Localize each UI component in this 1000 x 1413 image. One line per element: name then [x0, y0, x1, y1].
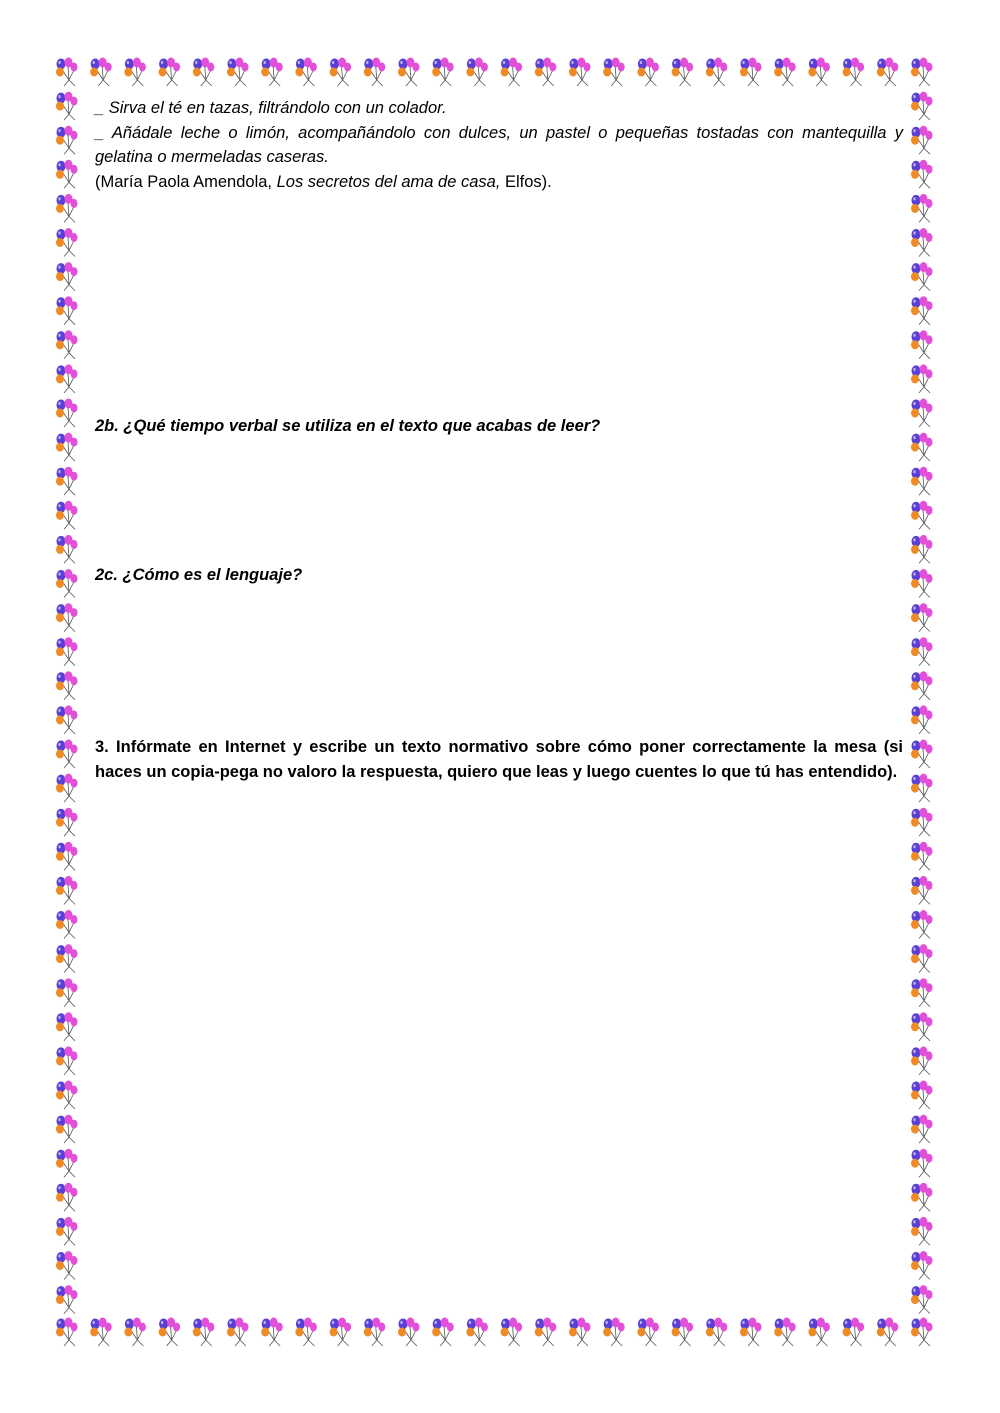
balloon-bunch-icon	[56, 603, 78, 632]
balloon-bunch-icon	[56, 58, 78, 87]
balloon-bunch-icon	[911, 1251, 933, 1280]
balloon-bunch-icon	[911, 808, 933, 837]
balloon-bunch-icon	[432, 1318, 454, 1347]
balloon-bunch-icon	[774, 58, 796, 87]
balloon-bunch-icon	[466, 58, 488, 87]
balloon-bunch-icon	[911, 535, 933, 564]
balloon-bunch-icon	[364, 58, 386, 87]
balloon-bunch-icon	[56, 1046, 78, 1075]
balloon-bunch-icon	[808, 58, 830, 87]
balloon-bunch-icon	[603, 1318, 625, 1347]
question-2c: 2c. ¿Cómo es el lenguaje?	[95, 566, 303, 584]
balloon-bunch-icon	[843, 58, 865, 87]
balloon-bunch-icon	[911, 705, 933, 734]
balloon-bunch-icon	[911, 842, 933, 871]
balloon-bunch-icon	[56, 910, 78, 939]
balloon-bunch-icon	[56, 705, 78, 734]
balloon-bunch-icon	[501, 1318, 522, 1347]
balloon-bunch-icon	[706, 1318, 728, 1347]
balloon-bunch-icon	[56, 740, 78, 769]
balloon-bunch-icon	[90, 58, 112, 87]
balloon-bunch-icon	[56, 296, 78, 325]
balloon-bunch-icon	[261, 1318, 283, 1347]
balloon-bunch-icon	[911, 774, 933, 803]
balloon-bunch-icon	[774, 1318, 796, 1347]
balloon-bunch-icon	[56, 1115, 78, 1144]
balloon-bunch-icon	[295, 1318, 317, 1347]
balloon-bunch-icon	[637, 58, 659, 87]
balloon-bunch-icon	[501, 58, 522, 87]
balloon-bunch-icon	[124, 58, 145, 87]
balloon-bunch-icon	[261, 58, 283, 87]
balloon-bunch-icon	[56, 671, 78, 700]
balloon-bunch-icon	[911, 262, 933, 291]
balloon-bunch-icon	[56, 1012, 78, 1041]
balloon-bunch-icon	[56, 1251, 78, 1280]
balloon-bunch-icon	[740, 1318, 762, 1347]
instruction-text	[95, 96, 903, 194]
balloon-bunch-icon	[706, 58, 728, 87]
balloon-bunch-icon	[56, 433, 78, 462]
balloon-bunch-icon	[911, 1046, 933, 1075]
balloon-bunch-icon	[227, 58, 249, 87]
balloon-bunch-icon	[56, 1149, 78, 1178]
citation-publisher: Elfos).	[500, 172, 552, 191]
citation	[95, 170, 903, 195]
balloon-bunch-icon	[911, 637, 933, 666]
balloon-bunch-icon	[911, 228, 933, 257]
balloon-bunch-icon	[295, 58, 317, 87]
balloon-bunch-icon	[56, 637, 78, 666]
balloon-bunch-icon	[911, 296, 933, 325]
citation-author: (María Paola Amendola,	[95, 172, 277, 191]
balloon-bunch-icon	[911, 1183, 933, 1212]
balloon-bunch-icon	[603, 58, 625, 87]
balloon-bunch-icon	[432, 58, 454, 87]
balloon-bunch-icon	[569, 1318, 591, 1347]
balloon-bunch-icon	[911, 467, 933, 496]
balloon-bunch-icon	[911, 194, 933, 223]
balloon-bunch-icon	[911, 501, 933, 530]
balloon-bunch-icon	[330, 58, 352, 87]
balloon-bunch-icon	[364, 1318, 386, 1347]
balloon-bunch-icon	[911, 399, 933, 428]
balloon-bunch-icon	[56, 978, 78, 1007]
balloon-bunch-icon	[56, 228, 78, 257]
balloon-bunch-icon	[56, 364, 78, 393]
balloon-bunch-icon	[56, 194, 78, 223]
balloon-bunch-icon	[911, 92, 933, 121]
balloon-bunch-icon	[911, 1115, 933, 1144]
instruction-line-2: _ Añádale leche o limón, acompañándolo con dulces, un pastel o pequeñas tostadas con mantequilla y gelatina o mermeladas caseras.	[95, 123, 903, 166]
balloon-bunch-icon	[159, 1318, 181, 1347]
balloon-bunch-icon	[56, 467, 78, 496]
instruction-line-1: _ Sirva el té en tazas, filtrándolo con un colador.	[95, 99, 447, 117]
balloon-bunch-icon	[56, 808, 78, 837]
balloon-bunch-icon	[56, 1318, 78, 1347]
balloon-bunch-icon	[56, 842, 78, 871]
balloon-bunch-icon	[398, 58, 420, 87]
balloon-bunch-icon	[193, 58, 215, 87]
balloon-bunch-icon	[56, 1217, 78, 1246]
balloon-bunch-icon	[56, 535, 78, 564]
balloon-bunch-icon	[569, 58, 591, 87]
balloon-bunch-icon	[911, 671, 933, 700]
balloon-bunch-icon	[911, 1217, 933, 1246]
balloon-bunch-icon	[159, 58, 181, 87]
balloon-bunch-icon	[740, 58, 762, 87]
balloon-bunch-icon	[843, 1318, 865, 1347]
balloon-bunch-icon	[535, 58, 557, 87]
balloon-bunch-icon	[911, 1318, 933, 1347]
balloon-bunch-icon	[911, 1149, 933, 1178]
balloon-bunch-icon	[911, 1012, 933, 1041]
balloon-bunch-icon	[911, 126, 933, 155]
balloon-bunch-icon	[911, 1081, 933, 1110]
balloon-bunch-icon	[877, 1318, 899, 1347]
balloon-bunch-icon	[124, 1318, 145, 1347]
balloon-bunch-icon	[56, 501, 78, 530]
balloon-bunch-icon	[227, 1318, 249, 1347]
balloon-bunch-icon	[56, 330, 78, 359]
balloon-bunch-icon	[911, 160, 933, 189]
question-2b: 2b. ¿Qué tiempo verbal se utiliza en el texto que acabas de leer?	[95, 417, 601, 435]
balloon-bunch-icon	[911, 944, 933, 973]
balloon-bunch-icon	[911, 740, 933, 769]
balloon-bunch-icon	[911, 603, 933, 632]
balloon-bunch-icon	[911, 433, 933, 462]
balloon-bunch-icon	[808, 1318, 830, 1347]
balloon-bunch-icon	[193, 1318, 215, 1347]
balloon-bunch-icon	[56, 944, 78, 973]
citation-book: Los secretos del ama de casa,	[276, 172, 501, 191]
balloon-bunch-icon	[466, 1318, 488, 1347]
balloon-bunch-icon	[911, 910, 933, 939]
balloon-bunch-icon	[637, 1318, 659, 1347]
balloon-bunch-icon	[56, 1183, 78, 1212]
balloon-bunch-icon	[56, 160, 78, 189]
balloon-bunch-icon	[56, 399, 78, 428]
balloon-bunch-icon	[56, 126, 78, 155]
question-3: 3. Infórmate en Internet y escribe un texto normativo sobre cómo poner correctamente la mesa (si haces un copia-pega no valoro la respuesta, quiero que leas y luego cuentes lo que tú has entendido).	[95, 738, 903, 781]
balloon-bunch-icon	[911, 58, 933, 87]
balloon-bunch-icon	[90, 1318, 112, 1347]
balloon-bunch-icon	[672, 1318, 694, 1347]
balloon-bunch-icon	[56, 262, 78, 291]
balloon-bunch-icon	[56, 876, 78, 905]
balloon-bunch-icon	[56, 92, 78, 121]
balloon-bunch-icon	[56, 569, 78, 598]
balloon-bunch-icon	[911, 330, 933, 359]
balloon-bunch-icon	[911, 1285, 933, 1314]
balloon-bunch-icon	[672, 58, 694, 87]
balloon-bunch-icon	[877, 58, 899, 87]
balloon-bunch-icon	[56, 774, 78, 803]
balloon-bunch-icon	[56, 1081, 78, 1110]
balloon-bunch-icon	[911, 876, 933, 905]
balloon-bunch-icon	[398, 1318, 420, 1347]
balloon-bunch-icon	[56, 1285, 78, 1314]
balloon-bunch-icon	[535, 1318, 557, 1347]
balloon-bunch-icon	[911, 364, 933, 393]
balloon-bunch-icon	[911, 978, 933, 1007]
balloon-bunch-icon	[911, 569, 933, 598]
balloon-bunch-icon	[330, 1318, 352, 1347]
